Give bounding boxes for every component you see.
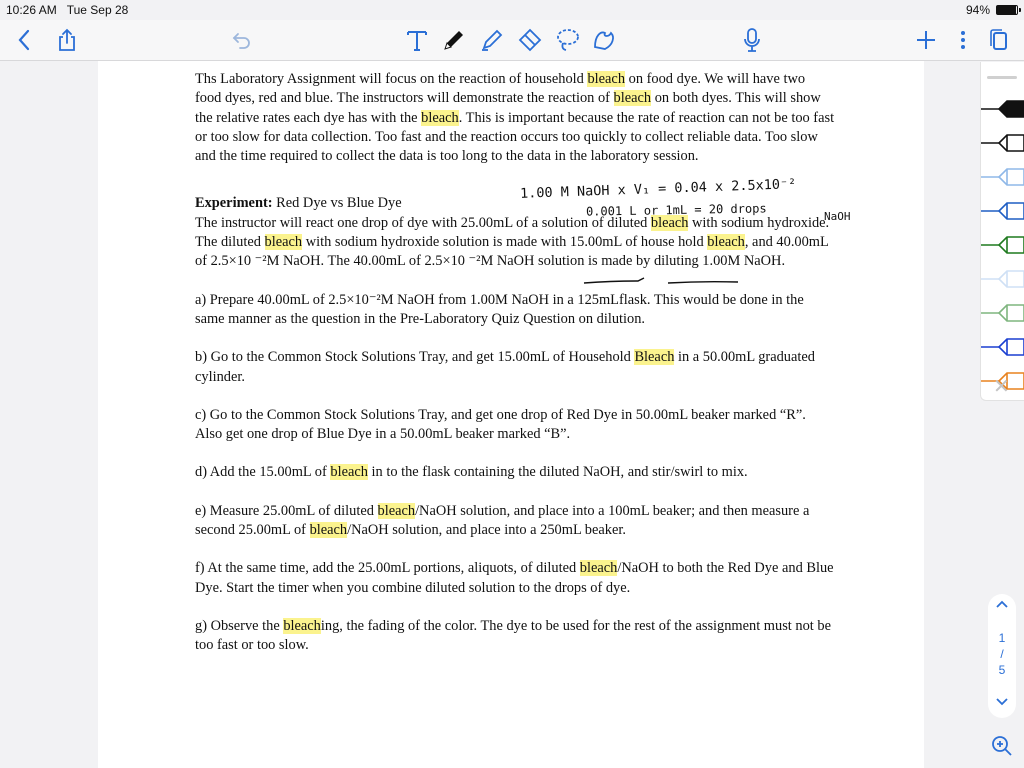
highlighted-word: bleach bbox=[650, 214, 689, 231]
text-run: f) At the same time, add the 25.00mL portions, aliquots, of diluted bbox=[195, 560, 580, 577]
text-tool-icon[interactable] bbox=[403, 26, 431, 54]
close-icon[interactable]: ✕ bbox=[993, 376, 1010, 398]
text-run: , and 40.00mL of 2.5×10 ⁻²M NaOH. The 40.00mL of 2.5×10 ⁻²M NaOH solution is made by diluting 1.00M NaOH. bbox=[195, 234, 829, 270]
battery-percentage: 94% bbox=[965, 3, 990, 17]
text-run: . This is important because the rate of reaction can not be too fast or too slow for data collection. Too fast and the reaction occurs too quickly to collect reliable data. Too slow and the time required to collect the data is too long to the data in the laboratory session. bbox=[195, 109, 835, 165]
pen-swatch[interactable] bbox=[981, 96, 1024, 122]
add-icon[interactable] bbox=[912, 26, 940, 54]
experiment-body bbox=[195, 215, 829, 270]
lasso-tool-icon[interactable] bbox=[554, 26, 582, 54]
text-run: in to the flask containing the diluted NaOH, and stir/swirl to mix. bbox=[367, 464, 748, 481]
status-bar bbox=[0, 0, 1024, 20]
text-run: in a 50.00mL graduated cylinder. bbox=[195, 349, 815, 385]
experiment-title: Red Dye vs Blue Dye bbox=[272, 195, 402, 212]
pen-swatch[interactable] bbox=[981, 198, 1024, 224]
intro-paragraph bbox=[195, 70, 835, 166]
current-page: 1 bbox=[998, 631, 1006, 645]
shapes-tool-icon[interactable] bbox=[590, 26, 618, 54]
highlighted-word: bleach bbox=[613, 90, 652, 107]
text-run: Ths Laboratory Assignment will focus on the reaction of household bbox=[195, 71, 588, 87]
page-navigator bbox=[988, 594, 1016, 718]
text-run: The instructor will react one drop of dye with 25.00mL of a solution of diluted bbox=[195, 214, 651, 231]
step-paragraph bbox=[195, 463, 835, 482]
text-run: c) Go to the Common Stock Solutions Tray, and get one drop of Red Dye in 50.00mL beaker marked “R”. Also get one drop of Blue Dye in a 50.00mL beaker marked “B”. bbox=[195, 406, 806, 443]
toolbar bbox=[0, 20, 1024, 61]
pen-tool-icon[interactable] bbox=[440, 26, 468, 54]
share-icon[interactable] bbox=[53, 26, 81, 54]
pen-swatch[interactable] bbox=[981, 164, 1024, 190]
handwritten-underline bbox=[582, 276, 742, 288]
highlighted-word: bleach bbox=[421, 109, 459, 126]
highlighted-word: bleach bbox=[707, 234, 745, 251]
text-run: on both dyes. This will show the relative rates each dye has with the bbox=[195, 90, 821, 126]
handwriting-line-2: 0.001 L or 1mL = 20 drops bbox=[585, 201, 767, 219]
pen-swatch[interactable] bbox=[981, 130, 1024, 156]
text-run: /NaOH solution, and place into a 250mL beaker. bbox=[347, 522, 626, 539]
battery-level bbox=[997, 6, 1016, 14]
pen-swatch[interactable] bbox=[981, 300, 1024, 326]
highlighted-word: bleach bbox=[330, 464, 368, 481]
text-run: b) Go to the Common Stock Solutions Tray, and get 15.00mL of Household bbox=[195, 349, 635, 366]
battery-icon bbox=[996, 5, 1018, 15]
text-run: d) Add the 15.00mL of bbox=[195, 464, 331, 481]
pen-swatch[interactable] bbox=[981, 232, 1024, 258]
pen-tray bbox=[980, 62, 1024, 401]
text-run: e) Measure 25.00mL of diluted bbox=[195, 502, 378, 519]
pages-icon[interactable] bbox=[985, 26, 1013, 54]
pen-swatch[interactable] bbox=[981, 266, 1024, 292]
experiment-label: Experiment: bbox=[195, 195, 273, 212]
steps-list bbox=[195, 291, 835, 656]
highlighted-word: bleach bbox=[309, 522, 348, 539]
text-run: a) Prepare 40.00mL of 2.5×10⁻²M NaOH from 1.00M NaOH in a 125mLflask. This would be done in the same manner as the question in the Pre-Laboratory Quiz Question on dilution. bbox=[195, 291, 804, 327]
text-run: ing, the fading of the color. The dye to be used for the rest of the assignment must not be too fast or too slow. bbox=[195, 617, 831, 654]
step-paragraph bbox=[195, 348, 835, 387]
pen-swatch[interactable] bbox=[981, 334, 1024, 360]
highlighter-tool-icon[interactable] bbox=[478, 26, 506, 54]
status-date: Tue Sep 28 bbox=[66, 3, 129, 17]
text-run: with sodium hydroxide solution is made with 15.00mL of house hold bbox=[302, 234, 708, 251]
document-text bbox=[195, 70, 835, 656]
undo-icon[interactable] bbox=[228, 26, 256, 54]
highlighted-word: Bleach bbox=[634, 349, 675, 366]
highlighted-word: bleach bbox=[283, 617, 321, 634]
highlighted-word: bleach bbox=[264, 234, 303, 251]
microphone-icon[interactable] bbox=[738, 26, 766, 54]
text-run: /NaOH solution, and place into a 100mL beaker; and then measure a second 25.00mL of bbox=[195, 502, 810, 539]
page-separator: / bbox=[1000, 647, 1004, 661]
zoom-in-icon[interactable] bbox=[990, 734, 1014, 763]
step-paragraph bbox=[195, 502, 835, 541]
more-icon[interactable] bbox=[949, 26, 977, 54]
page-up-icon[interactable] bbox=[988, 598, 1016, 612]
eraser-tool-icon[interactable] bbox=[516, 26, 544, 54]
total-pages: 5 bbox=[998, 663, 1006, 677]
handwriting-line-1: 1.00 M NaOH x V₁ = 0.04 x 2.5x10⁻² bbox=[519, 176, 797, 202]
highlighted-word: bleach bbox=[587, 71, 626, 87]
step-paragraph bbox=[195, 617, 835, 656]
status-time: 10:26 AM Tue Sep 28 bbox=[6, 3, 129, 17]
highlighted-word: bleach bbox=[377, 502, 416, 519]
highlighted-word: bleach bbox=[579, 560, 618, 577]
text-run: g) Observe the bbox=[195, 617, 284, 634]
text-run: on food dye. We will have two food dyes, red and blue. The instructors will demonstrate the reaction of bbox=[195, 71, 806, 107]
step-paragraph bbox=[195, 406, 835, 445]
step-paragraph bbox=[195, 559, 835, 598]
text-run: /NaOH to both the Red Dye and Blue Dye. Start the timer when you combine diluted solution to the drops of dye. bbox=[195, 560, 834, 596]
tray-handle[interactable] bbox=[987, 76, 1017, 79]
page-down-icon[interactable] bbox=[988, 696, 1016, 710]
step-paragraph bbox=[195, 291, 835, 330]
text-run: with sodium hydroxide. The diluted bbox=[195, 214, 830, 251]
handwriting-line-3: NaOH bbox=[824, 210, 851, 223]
back-chevron-icon[interactable] bbox=[10, 26, 38, 54]
